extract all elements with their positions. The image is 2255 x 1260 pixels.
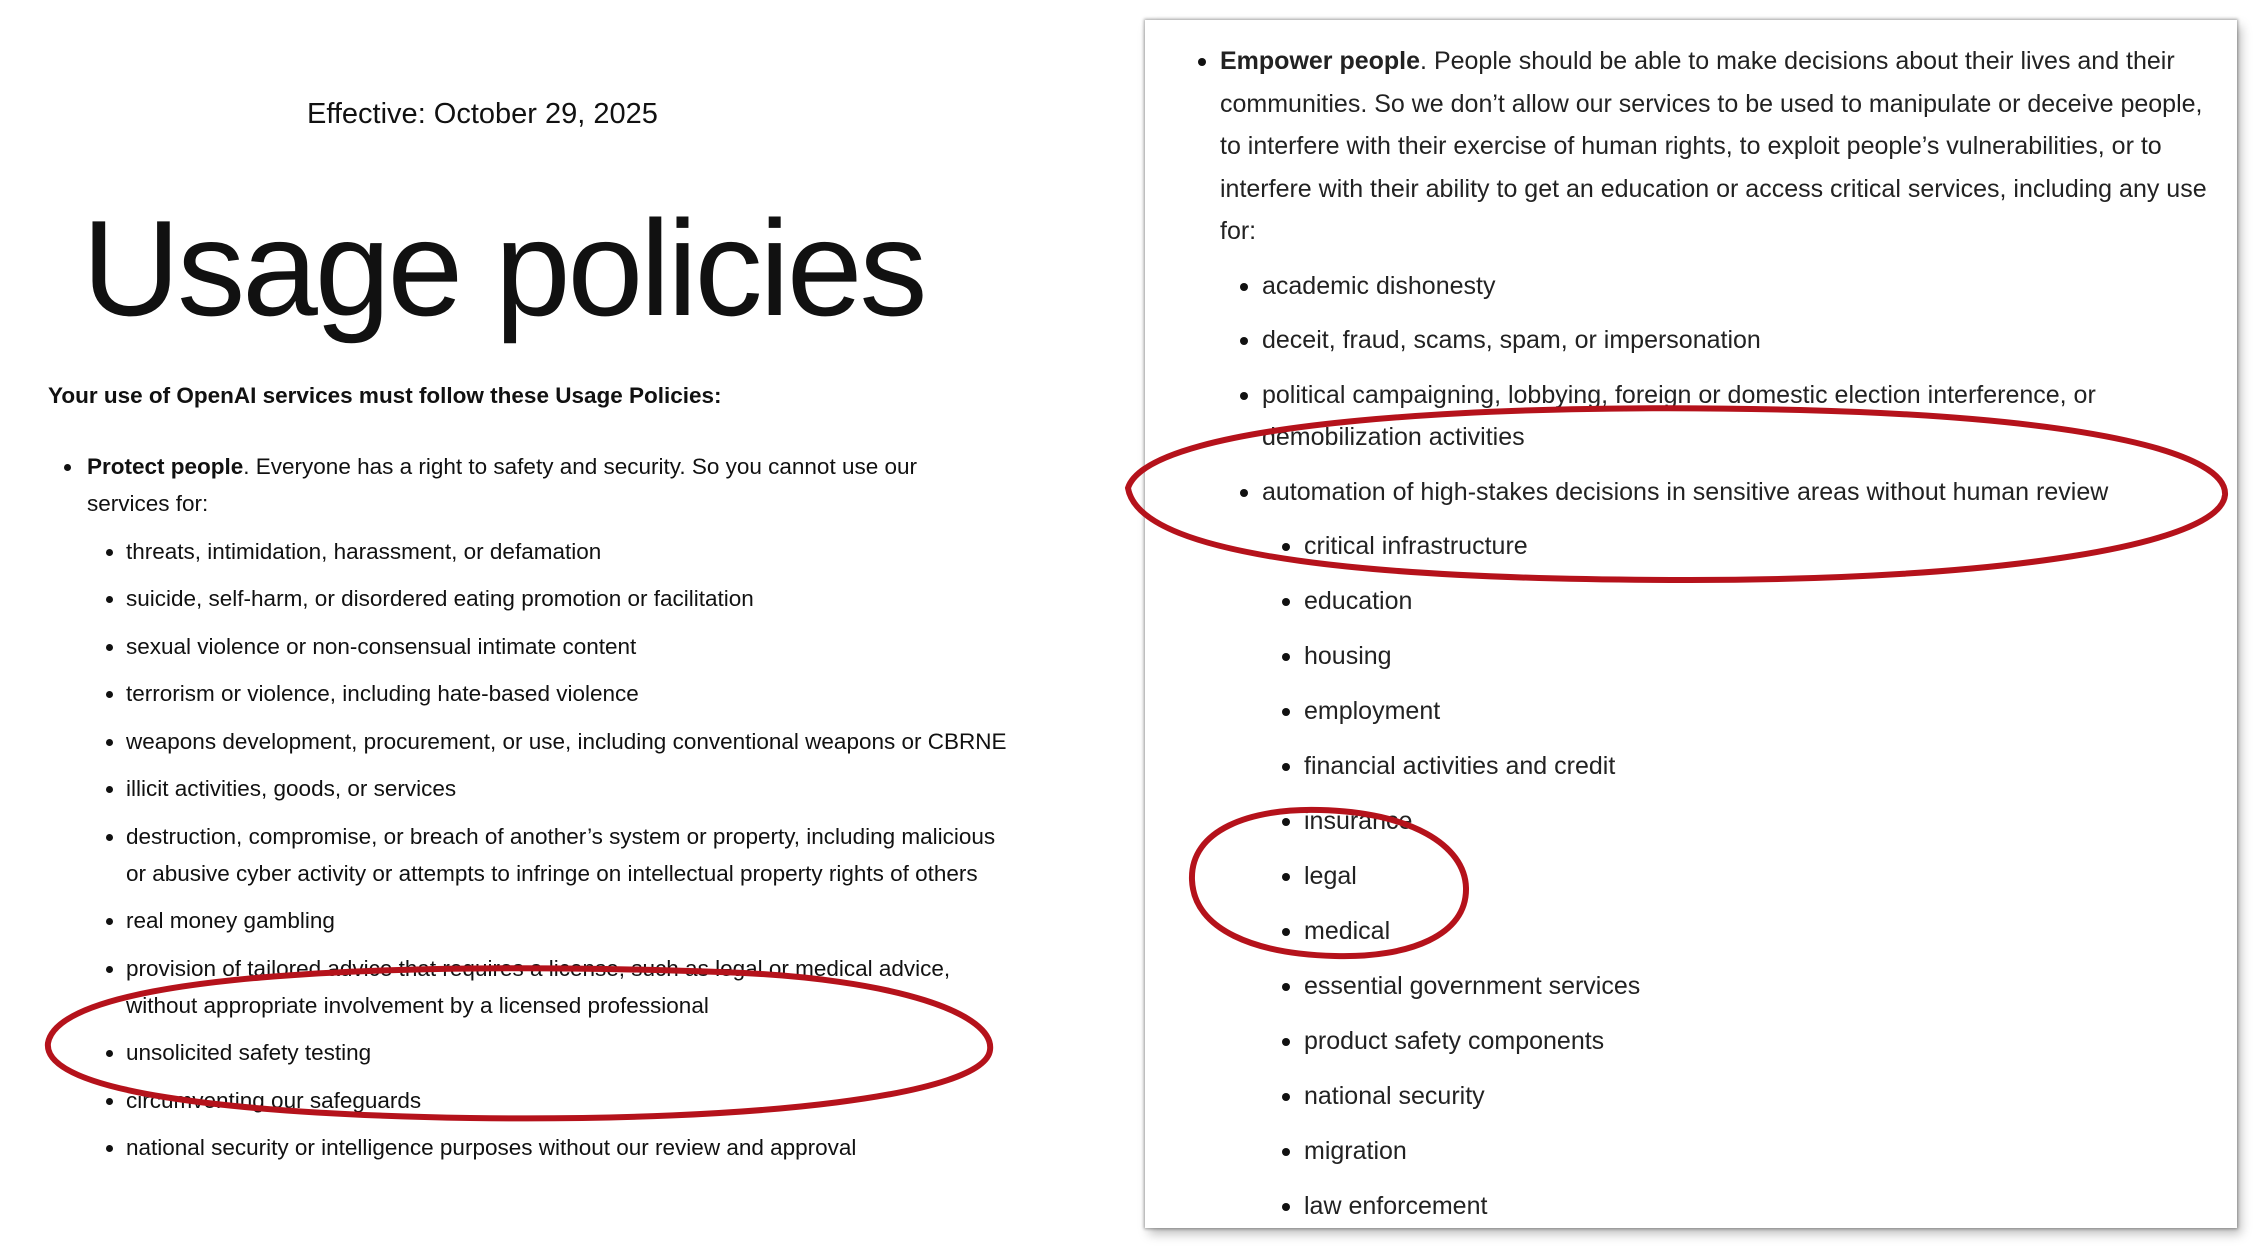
high-stakes-automation-text: automation of high-stakes decisions in sensitive areas without human review [1262,477,2109,506]
list-item-legal: legal [1304,855,2210,898]
list-item: essential government services [1304,965,2210,1008]
empower-people-list [1220,265,2210,1228]
protect-people-item [87,448,1007,1166]
empower-people-text: . People should be able to make decisions about their lives and their communities. So we don’t allow our services to be used to manipulate or deceive people, to interfere with their exercise of human rights, to exploit people’s vulnerabilities, or to interfere with their ability to get an education or access critical services, including any use for: [1220,47,2207,245]
list-item: education [1304,580,2210,623]
list-item: destruction, compromise, or breach of another’s system or property, including malicious or abusive cyber activity or attempts to infringe on intellectual property rights of others [126,818,1016,892]
list-item: housing [1304,635,2210,678]
list-item: national security or intelligence purposes without our review and approval [126,1129,1016,1166]
list-item: suicide, self-harm, or disordered eating promotion or facilitation [126,580,1016,617]
list-item: migration [1304,1130,2210,1173]
list-item: political campaigning, lobbying, foreign or domestic election interference, or demobilization activities [1262,374,2210,459]
list-item: unsolicited safety testing [126,1034,1016,1071]
list-item: weapons development, procurement, or use, including conventional weapons or CBRNE [126,723,1016,760]
list-item-medical: medical [1304,910,2210,953]
list-item: product safety components [1304,1020,2210,1063]
empower-people-heading: Empower people [1220,47,1421,75]
empower-people-item [1220,40,2210,1228]
effective-date: Effective: October 29, 2025 [307,98,658,130]
left-policy-panel [0,0,1080,1260]
list-item: financial activities and credit [1304,745,2210,788]
list-item: sexual violence or non-consensual intimate content [126,628,1016,665]
list-item: national security [1304,1075,2210,1118]
list-item: insurance [1304,800,2210,843]
list-item: critical infrastructure [1304,525,2210,568]
list-item: academic dishonesty [1262,265,2210,308]
list-item-high-stakes-automation [1262,471,2210,1228]
protect-people-section [87,448,1007,1166]
protect-people-heading: Protect people [87,454,244,479]
list-item: threats, intimidation, harassment, or defamation [126,533,1016,570]
list-item-tailored-advice: provision of tailored advice that requires a license, such as legal or medical advice, without appropriate involvement by a licensed professional [126,950,1016,1024]
protect-people-text: . Everyone has a right to safety and security. So you cannot use our services for: [87,454,917,516]
list-item: circumventing our safeguards [126,1082,1016,1119]
list-item: terrorism or violence, including hate-based violence [126,675,1016,712]
policy-intro: Your use of OpenAI services must follow these Usage Policies: [48,383,722,408]
sensitive-areas-list [1262,525,2210,1228]
empower-people-section [1220,40,2210,1228]
list-item: real money gambling [126,902,1016,939]
list-item: deceit, fraud, scams, spam, or impersonation [1262,319,2210,362]
page-title: Usage policies [82,192,925,344]
list-item: employment [1304,690,2210,733]
list-item: law enforcement [1304,1185,2210,1228]
right-policy-panel [1145,20,2237,1228]
list-item: illicit activities, goods, or services [126,770,1016,807]
protect-people-list [87,533,1016,1167]
